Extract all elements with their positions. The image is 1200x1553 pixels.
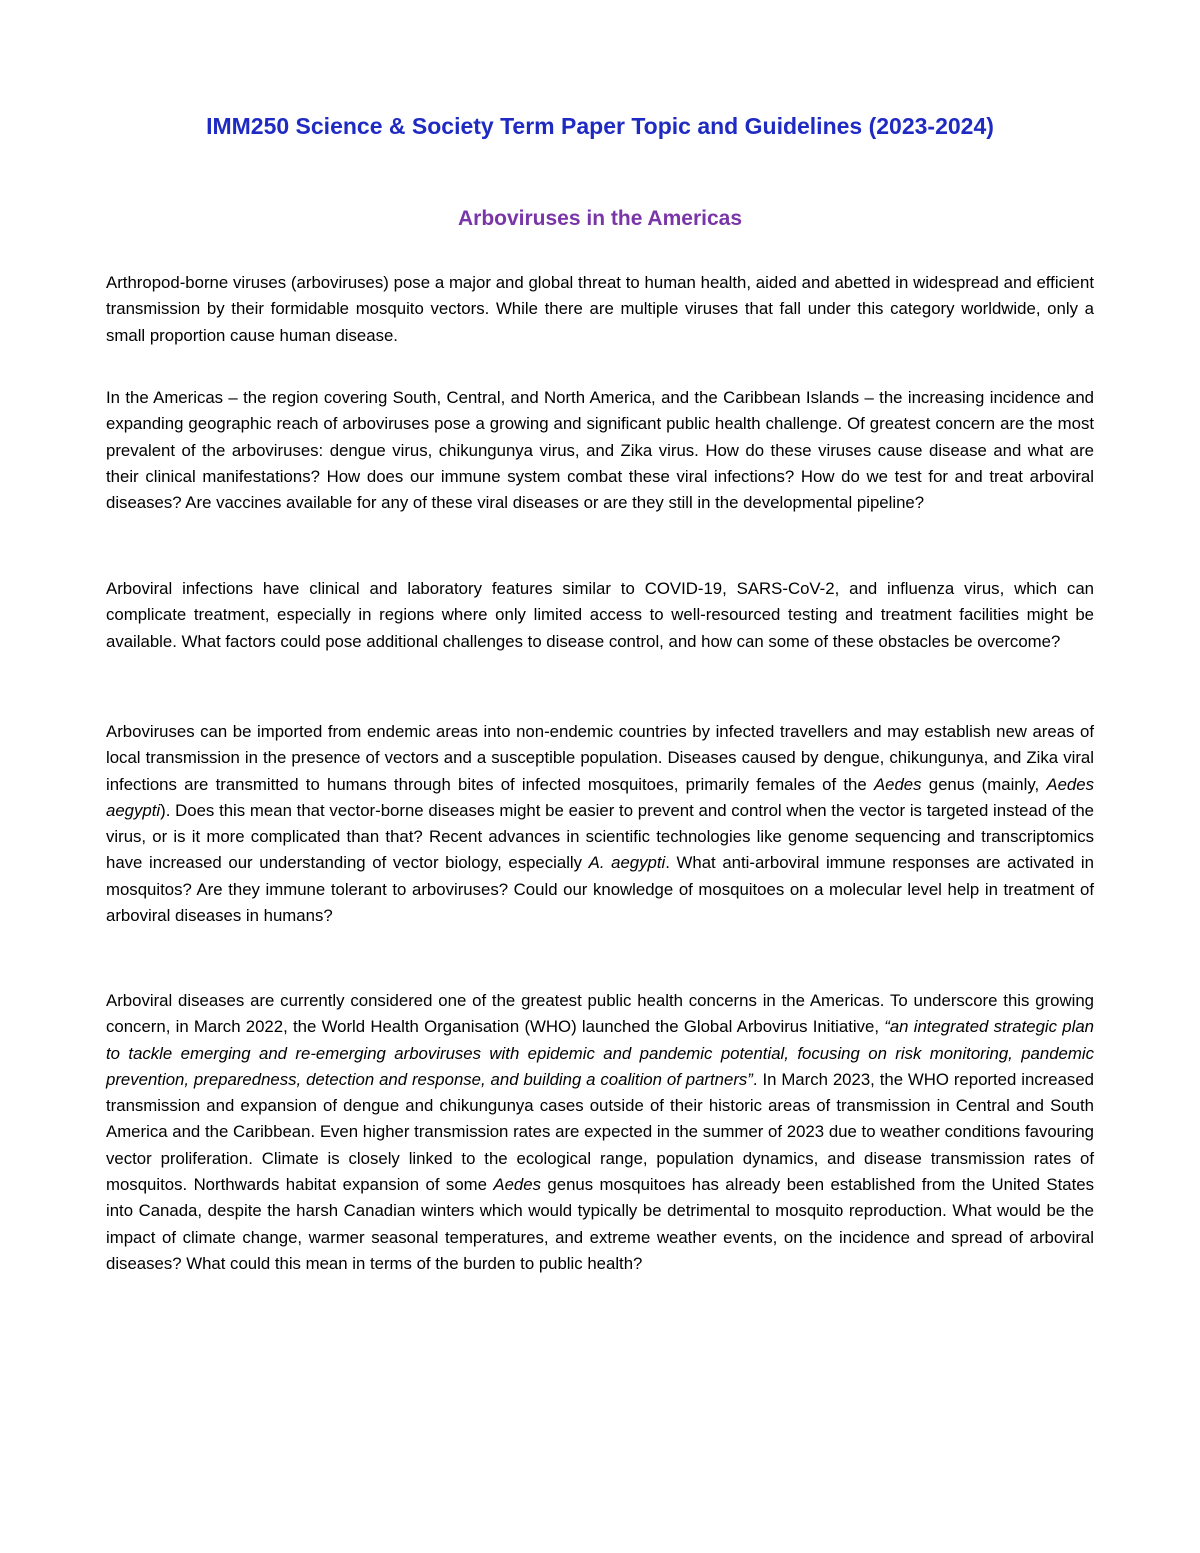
paragraph-americas: In the Americas – the region covering South, Central, and North America, and the Caribbean Islands – the increasing incidence and expanding geographic reach of arboviruses pose a growing and significant public health challenge. Of greatest concern are the most prevalent of the arboviruses: dengue virus, chikungunya virus, and Zika virus. How do these viruses cause disease and what are their clinical manifestations? How does our immune system combat these viral infections? How do we test for and treat arboviral diseases? Are vaccines available for any of these viral diseases or are they still in the developmental pipeline?	[106, 388, 1094, 513]
text-run: Arboviruses can be imported from endemic areas into non-endemic countries by infected travellers and may establish new areas of local transmission in the presence of vectors and a susceptible population. Diseases caused by dengue, chikungunya, and Zika viral infections are transmitted to humans through bites of infected mosquitoes, primarily females of the	[106, 722, 1094, 794]
paragraph-intro: Arthropod-borne viruses (arboviruses) pose a major and global threat to human health, aided and abetted in widespread and efficient transmission by their formidable mosquito vectors. While there are multiple viruses that fall under this category worldwide, only a small proportion cause human disease.	[106, 273, 1094, 345]
text-run: . In March 2023, the WHO reported increased transmission and expansion of dengue and chikungunya cases outside of their historic areas of transmission in Central and South America and the Caribbean. Even higher transmission rates are expected in the summer of 2023 due to weather conditions favouring vector proliferation. Climate is closely linked to the ecological range, population dynamics, and disease transmission rates of mosquitos. Northwards habitat expansion of some	[106, 1069, 1094, 1195]
text-run: Arboviral diseases are currently considered one of the greatest public health concerns in the Americas. To underscore this growing concern, in March 2022, the World Health Organisation (WHO) launched the Global Arbovirus Initiative,	[106, 991, 1094, 1037]
text-run: genus (mainly,	[921, 774, 1047, 794]
italic-species-name: Aedes aegypti	[106, 774, 1094, 820]
text-run: ). Does this mean that vector-borne diseases might be easier to prevent and control when the vector is targeted instead of the virus, or is it more complicated than that? Recent advances in scientific technologies like genome sequencing and transcriptomics have increased our understanding of vector biology, especially	[106, 800, 1094, 873]
text-run: genus mosquitoes has already been established from the United States into Canada, despite the harsh Canadian winters which would typically be detrimental to mosquito reproduction. What would be the impact of climate change, warmer seasonal temperatures, and extreme weather events, on the incidence and spread of arboviral diseases? What could this mean in terms of the burden to public health?	[106, 1175, 1095, 1273]
page-title: IMM250 Science & Society Term Paper Topic and Guidelines (2023-2024)	[206, 113, 994, 139]
paragraph-public-health	[106, 988, 1094, 1277]
text-run: . What anti-arboviral immune responses are activated in mosquitos? Are they immune tolerant to arboviruses? Could our knowledge of mosquitoes on a molecular level help in treatment of arboviral diseases in humans?	[106, 853, 1094, 926]
paragraph-clinical-features: Arboviral infections have clinical and laboratory features similar to COVID-19, SARS-CoV-2, and influenza virus, which can complicate treatment, especially in regions where only limited access to well-resourced testing and treatment facilities might be available. What factors could pose additional challenges to disease control, and how can some of these obstacles be overcome?	[106, 579, 1094, 651]
paragraph-vectors	[106, 719, 1094, 929]
italic-genus-name: Aedes	[873, 774, 922, 794]
italic-quote: “an integrated strategic plan to tackle emerging and re-emerging arboviruses with epidemic and pandemic potential, focusing on risk monitoring, pandemic prevention, preparedness, detection and response, and building a coalition of partners”	[106, 1017, 1094, 1089]
italic-species-abbrev: A. aegypti	[588, 853, 666, 873]
italic-genus-name: Aedes	[493, 1175, 541, 1195]
section-heading: Arboviruses in the Americas	[458, 207, 742, 230]
